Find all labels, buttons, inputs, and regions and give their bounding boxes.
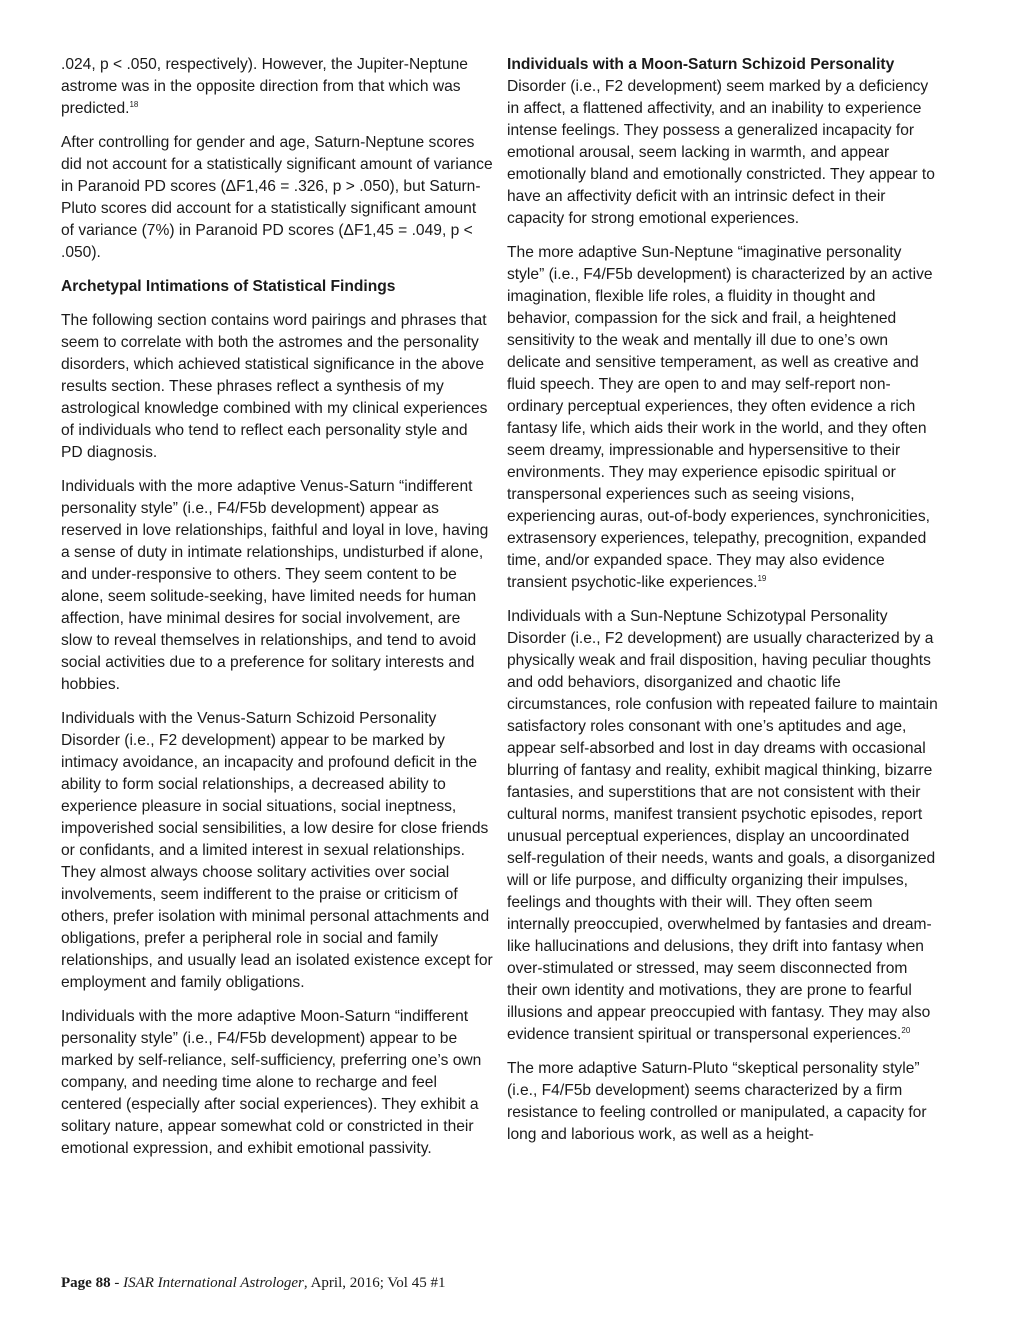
- paragraph: Individuals with a Moon-Saturn Schizoid Personality Disorder (i.e., F2 development) seem marked by a deficiency in affect, a flattened affectivity, and an inability to experience intense feelings. They possess a generalized incapacity for emotional arousal, seem lacking in warmth, and appear emotionally bland and emotionally constricted. They appear to have an affectivity deficit with an intrinsic defect in their capacity for strong emotional experiences.: [507, 56, 935, 227]
- paragraph: The more adaptive Saturn-Pluto “skeptical personality style” (i.e., F4/F5b development) seems characterized by a firm resistance to feeling controlled or manipulated, a capacity for long and laborious work, as well as a height-: [507, 1060, 927, 1143]
- left-column: [61, 54, 493, 1172]
- paragraph: Individuals with a Sun-Neptune Schizotypal Personality Disorder (i.e., F2 development) are usually characterized by a physically weak and frail disposition, having peculiar thoughts and odd behaviors, disorganized and chaotic life circumstances, role confusion with repeated failure to maintain satisfactory roles consonant with one’s aptitudes and age, appear self-absorbed and lost in day dreams with occasional blurring of fantasy and reality, exhibit magical thinking, bizarre fantasies, and superstitions that are not consistent with their cultural norms, manifest transient psychotic episodes, report unusual perceptual experiences, display an uncoordinated self-regulation of their needs, wants and goals, a disorganized will or life purpose, and difficulty organizing their impulses, feelings and thoughts with their will. They often seem internally preoccupied, overwhelmed by fantasies and dream-like hallucinations and delusions, they drift into fantasy when over-stimulated or stressed, may seem disconnected from their own identity and motivations, they are prone to fearful illusions and appear preoccupied with fantasy. They may also evidence transient spiritual or transpersonal experiences.$^{20}$: [507, 608, 938, 1043]
- section-heading: Archetypal Intimations of Statistical Findings: [61, 278, 396, 295]
- issue-info: , April, 2016; Vol 45 #1: [303, 1275, 446, 1291]
- page-number: Page 88: [61, 1275, 111, 1291]
- paragraph: After controlling for gender and age, Saturn-Neptune scores did not account for a statistically significant amount of variance in Paranoid PD scores (ΔF1,46 = .326, p > .050), but Saturn-Pluto scores did account for a statistically significant amount of variance (7%) in Paranoid PD scores (ΔF1,45 = .049, p < .050).: [61, 134, 493, 261]
- publication-title: ISAR International Astrologer: [123, 1275, 304, 1291]
- paragraph: The following section contains word pairings and phrases that seem to correlate with both the astromes and the personality disorders, which achieved statistical significance in the above results section. These phrases reflect a synthesis of my astrological knowledge combined with my clinical experiences of individuals who tend to reflect each personality style and PD diagnosis.: [61, 312, 488, 461]
- paragraph: Individuals with the more adaptive Moon-Saturn “indifferent personality style” (i.e., F4/F5b development) appear to be marked by self-reliance, self-sufficiency, preferring one’s own company, and needing time alone to recharge and feel centered (especially after social experiences). They exhibit a solitary nature, appear somewhat cold or constricted in their emotional expression, and exhibit emotional passivity.: [61, 1008, 482, 1157]
- paragraph: The more adaptive Sun-Neptune “imaginative personality style” (i.e., F4/F5b development) is characterized by an active imagination, flexible life roles, a fluidity in thought and behavior, compassion for the sick and frail, a heightened sensitivity to the weak and mentally ill due to one’s own delicate and sensitive temperament, as well as creative and fluid speech. They are open to and may self-report non-ordinary perceptual experiences, they often evidence a rich fantasy life, which aids their work in the world, and they often seem dreamy, impressionable and hypersensitive to their environments. They may experience episodic spiritual or transpersonal experiences such as seeing visions, experiencing auras, out-of-body experiences, synchronicities, extrasensory experiences, telepathy, precognition, expanded time, and/or expanded space. They may also evidence transient psychotic-like experiences.$^{19}$: [507, 244, 933, 591]
- footnote-ref: 19: [757, 573, 767, 583]
- footnote-ref: 18: [129, 99, 139, 109]
- paragraph: Individuals with the more adaptive Venus-Saturn “indifferent personality style” (i.e., F4/F5b development) appear as reserved in love relationships, faithful and loyal in love, having a sense of duty in intimate relationships, undisturbed if alone, and under-responsive to others. They seem content to be alone, seem solitude-seeking, have limited needs for human affection, have minimal desires for social involvement, are slow to reveal themselves in relationships, and tend to avoid social activities due to a preference for solitary interests and hobbies.: [61, 478, 489, 693]
- paragraph-lead: Individuals with a Moon-Saturn Schizoid Personality: [507, 56, 895, 73]
- right-column: [507, 54, 939, 1158]
- paragraph: Individuals with the Venus-Saturn Schizoid Personality Disorder (i.e., F2 development) appear to be marked by intimacy avoidance, an incapacity and profound deficit in the ability to form social relationships, a decreased ability to experience pleasure in social situations, social ineptness, impoverished social sensibilities, a low desire for close friends or confidants, and a limited interest in sexual relationships. They almost always choose solitary activities over social involvements, seem indifferent to the praise or criticism of others, prefer isolation with minimal personal attachments and obligations, prefer a peripheral role in social and family relationships, and usually lead an isolated existence except for employment and family obligations.: [61, 710, 493, 991]
- footnote-ref: 20: [901, 1025, 911, 1035]
- page-footer: Page 88 - ISAR International Astrologer, April, 2016; Vol 45 #1: [61, 1275, 446, 1291]
- paragraph: .024, p < .050, respectively). However, the Jupiter-Neptune astrome was in the opposite direction from that which was predicted.$^{18}$: [61, 56, 468, 117]
